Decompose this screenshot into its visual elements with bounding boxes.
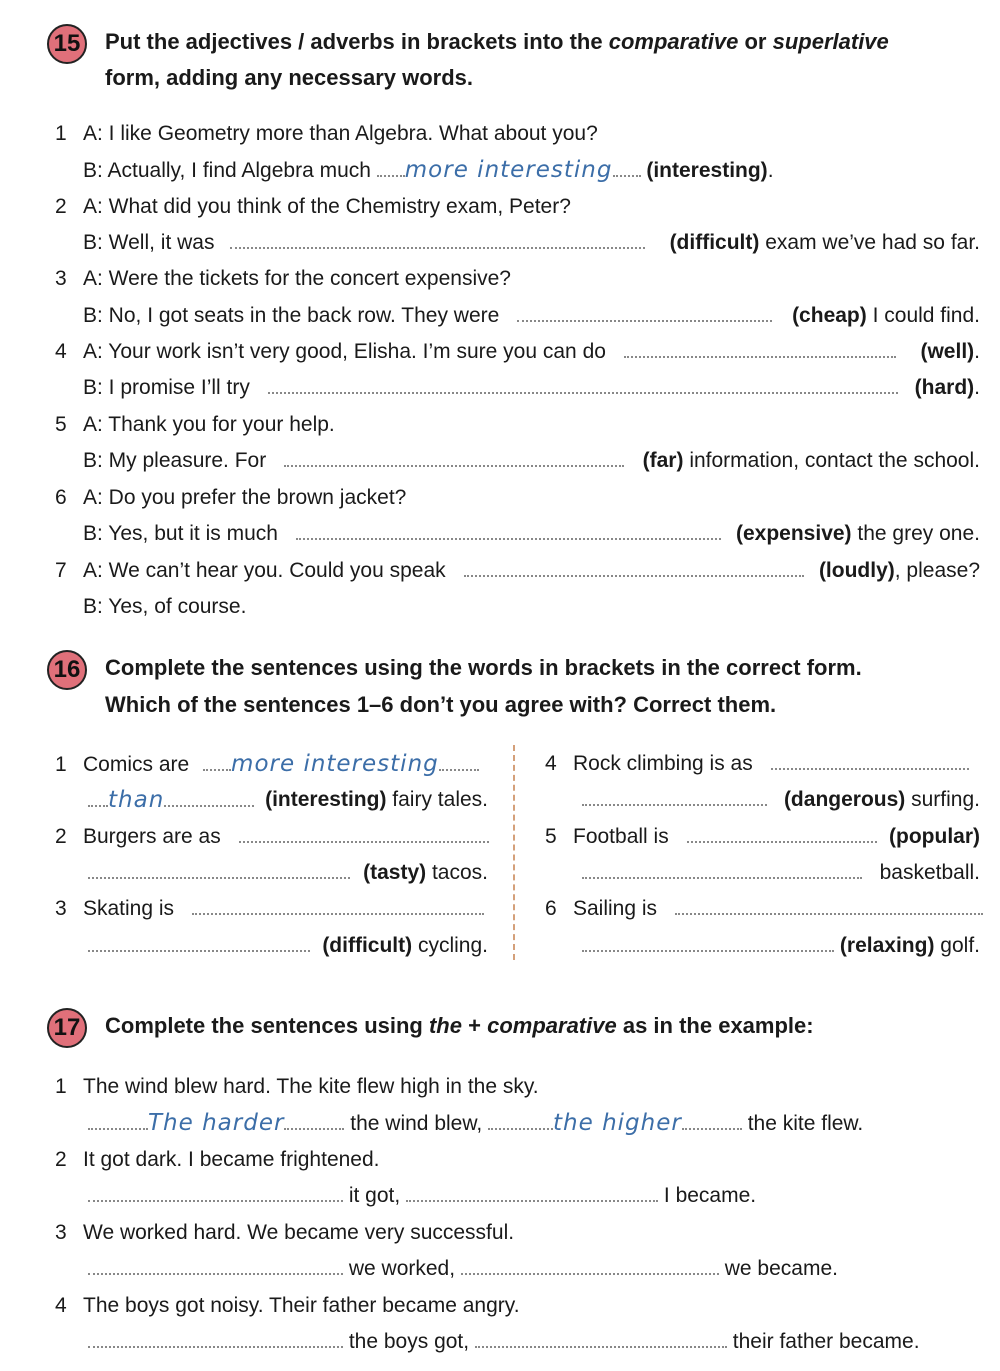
answer-blank[interactable] (88, 1110, 148, 1130)
exercise-15-title-line2: form, adding any necessary words. (105, 65, 474, 90)
bracket-word: (interesting) (646, 159, 768, 182)
ex16-item-3-line2-left (88, 932, 310, 960)
item-number: 2 (55, 1148, 67, 1171)
answer-blank[interactable] (517, 302, 772, 322)
ex16-item-5-line1-right (889, 823, 980, 851)
answer-blank[interactable] (88, 1328, 343, 1348)
line-text: the kite flew. (747, 1112, 864, 1135)
line-text: B: Yes, but it is much (83, 522, 278, 545)
line-text: Burgers are as (83, 825, 221, 848)
answer-blank[interactable] (230, 229, 645, 249)
answer-blank[interactable] (203, 751, 231, 771)
ex16-item-2-line2-left (88, 859, 350, 887)
exercise-16-badge: 16 (47, 650, 87, 690)
item-number: 7 (55, 559, 67, 582)
ex16-item-1-line2-right (265, 786, 488, 814)
item-number: 3 (55, 267, 67, 290)
answer-blank[interactable] (582, 786, 767, 806)
item-number: 6 (545, 897, 557, 920)
exercise-16-title: Complete the sentences using the words in brackets in the correct form. (105, 655, 862, 680)
answer-blank[interactable] (296, 520, 721, 540)
answer-blank[interactable] (439, 751, 479, 771)
ex15-item-7-a-right (819, 557, 980, 585)
answer-blank[interactable] (88, 1182, 343, 1202)
line-text: B: I promise I’ll try (83, 376, 250, 399)
line-text: . (767, 159, 774, 182)
line-text: , please? (894, 559, 980, 582)
bracket-word: (difficult) (322, 934, 413, 957)
line-text: we became. (724, 1257, 838, 1280)
bracket-word: (popular) (889, 825, 980, 848)
item-number: 1 (55, 1075, 67, 1098)
answer-blank[interactable] (88, 1255, 343, 1275)
item-number: 4 (545, 752, 557, 775)
ex16-item-6-line2-left (582, 932, 834, 960)
line-text: the boys got, (348, 1330, 470, 1353)
bracket-word: (dangerous) (783, 788, 906, 811)
line-text: tacos. (431, 861, 488, 884)
answer-blank[interactable] (88, 787, 108, 807)
answer-blank[interactable] (687, 823, 877, 843)
ex16-item-6-line1 (545, 895, 983, 923)
answer-blank[interactable] (406, 1182, 658, 1202)
ex15-item-3-b-right (792, 302, 980, 330)
item-number: 3 (55, 897, 67, 920)
handwritten-answer: than (108, 787, 165, 813)
answer-blank[interactable] (88, 859, 350, 879)
ex17-item-1-sentence (55, 1073, 539, 1101)
answer-blank[interactable] (461, 1255, 719, 1275)
bracket-word: (expensive) (736, 522, 852, 545)
ex16-item-3-line1 (55, 895, 484, 923)
answer-blank[interactable] (582, 859, 862, 879)
item-number: 4 (55, 1294, 67, 1317)
ex16-item-1-line1 (55, 750, 479, 779)
line-text: Rock climbing is as (573, 752, 753, 775)
handwritten-answer: more interesting (231, 751, 439, 777)
handwritten-answer: The harder (148, 1110, 285, 1136)
handwritten-answer: the higher (553, 1110, 682, 1136)
column-divider (513, 745, 515, 960)
answer-blank[interactable] (771, 750, 969, 770)
item-number: 1 (55, 753, 67, 776)
ex16-item-5-line1-left (545, 823, 877, 851)
line-text: A: Were the tickets for the concert expensive? (83, 267, 511, 290)
ex17-item-3-sentence (55, 1219, 514, 1247)
answer-blank[interactable] (377, 157, 405, 177)
answer-blank[interactable] (164, 787, 254, 807)
line-text: A: Do you prefer the brown jacket? (83, 486, 407, 509)
line-text: A: We can’t hear you. Could you speak (83, 559, 446, 582)
line-text: B: No, I got seats in the back row. They were (83, 304, 500, 327)
exercise-15-badge: 15 (47, 24, 87, 64)
line-text: B: Well, it was (83, 231, 215, 254)
line-text: It got dark. I became frightened. (83, 1148, 380, 1171)
bracket-word: (hard) (914, 376, 975, 399)
bracket-word: (relaxing) (839, 934, 935, 957)
item-number: 5 (545, 825, 557, 848)
ex16-item-5-line2-left (582, 859, 862, 887)
ex15-item-6-a (55, 484, 406, 512)
exercise-16-title-line2: Which of the sentences 1–6 don’t you agree with? Correct them. (105, 692, 777, 717)
line-text: cycling. (417, 934, 488, 957)
ex15-item-4-a-left (55, 338, 896, 366)
line-text: A: I like Geometry more than Algebra. What about you? (83, 122, 598, 145)
ex16-item-4-line1 (545, 750, 969, 778)
title-text: + (468, 1013, 481, 1038)
item-number: 5 (55, 413, 67, 436)
item-number: 3 (55, 1221, 67, 1244)
line-text: The wind blew hard. The kite flew high in the sky. (83, 1075, 539, 1098)
line-text: B: Yes, of course. (83, 595, 247, 618)
bracket-word: (interesting) (265, 788, 387, 811)
title-text: Put the adjectives / adverbs in brackets into the (105, 29, 603, 54)
answer-blank[interactable] (624, 338, 896, 358)
answer-blank[interactable] (464, 557, 804, 577)
ex15-item-2-a (55, 193, 571, 221)
ex16-item-1-line2-left (88, 786, 254, 815)
ex15-item-5-a (55, 411, 335, 439)
ex15-item-3-b-left (83, 302, 772, 330)
ex15-item-2-b-right (670, 229, 980, 257)
answer-blank[interactable] (239, 823, 489, 843)
ex17-item-3-answer (88, 1255, 838, 1283)
ex16-item-4-line2-left (582, 786, 767, 814)
title-italic: comparative (608, 29, 739, 54)
line-text: I could find. (872, 304, 980, 327)
ex16-item-2-line2-right (363, 859, 488, 887)
bracket-word: (far) (642, 449, 684, 472)
answer-blank[interactable] (488, 1110, 553, 1130)
line-text: B: Actually, I find Algebra much (83, 159, 371, 182)
ex15-item-7-a-left (55, 557, 804, 585)
line-text: . (974, 376, 980, 399)
line-text: fairy tales. (392, 788, 488, 811)
answer-blank[interactable] (582, 932, 834, 952)
line-text: I became. (663, 1184, 757, 1207)
line-text: golf. (940, 934, 980, 957)
ex15-item-7-b (83, 593, 246, 621)
ex15-item-1-b (83, 156, 774, 185)
exercise-17-title (105, 1008, 814, 1044)
ex16-item-6-line2-right (840, 932, 980, 960)
line-text: . (974, 340, 980, 363)
line-text: the wind blew, (350, 1112, 483, 1135)
ex15-item-6-b-right (736, 520, 980, 548)
ex17-item-4-sentence (55, 1292, 520, 1320)
ex15-item-3-a (55, 265, 511, 293)
answer-blank[interactable] (284, 447, 624, 467)
ex17-item-2-sentence (55, 1146, 380, 1174)
item-number: 1 (55, 122, 67, 145)
ex17-item-2-answer (88, 1182, 756, 1210)
answer-blank[interactable] (475, 1328, 727, 1348)
line-text: basketball. (879, 861, 980, 884)
bracket-word: (loudly) (818, 559, 895, 582)
line-text: Football is (573, 825, 669, 848)
ex15-item-2-b-left (83, 229, 645, 257)
title-text: as in the example: (622, 1013, 814, 1038)
answer-blank[interactable] (675, 895, 983, 915)
bracket-word: (difficult) (669, 231, 760, 254)
line-text: A: Your work isn’t very good, Elisha. I’m sure you can do (83, 340, 606, 363)
handwritten-answer: more interesting (404, 157, 613, 183)
ex15-item-4-a-right (920, 338, 980, 366)
ex15-item-6-b-left (83, 520, 721, 548)
item-number: 2 (55, 195, 67, 218)
line-text: Skating is (83, 897, 175, 920)
title-italic: comparative (487, 1013, 617, 1038)
ex16-item-4-line2-right (784, 786, 980, 814)
line-text: A: Thank you for your help. (83, 413, 335, 436)
ex15-item-5-b-right (643, 447, 980, 475)
line-text: The boys got noisy. Their father became angry. (83, 1294, 520, 1317)
line-text: their father became. (732, 1330, 920, 1353)
line-text: Comics are (83, 753, 190, 776)
bracket-word: (well) (920, 340, 975, 363)
line-text: we worked, (348, 1257, 456, 1280)
line-text: We worked hard. We became very successful. (83, 1221, 515, 1244)
line-text: it got, (348, 1184, 401, 1207)
exercise-15-title (105, 24, 889, 60)
ex15-item-4-b-left (83, 374, 898, 402)
line-text: exam we’ve had so far. (765, 231, 980, 254)
answer-blank[interactable] (284, 1110, 344, 1130)
ex15-item-5-b-left (83, 447, 624, 475)
answer-blank[interactable] (613, 157, 641, 177)
bracket-word: (tasty) (363, 861, 427, 884)
title-italic: superlative (772, 29, 889, 54)
answer-blank[interactable] (268, 374, 898, 394)
bracket-word: (cheap) (792, 304, 867, 327)
title-italic: the (428, 1013, 462, 1038)
title-text: Complete the sentences using (105, 1013, 423, 1038)
answer-blank[interactable] (682, 1110, 742, 1130)
item-number: 4 (55, 340, 67, 363)
ex16-item-2-line1 (55, 823, 489, 851)
answer-blank[interactable] (192, 895, 484, 915)
ex17-item-4-answer (88, 1328, 920, 1356)
exercise-17-badge: 17 (47, 1008, 87, 1048)
ex15-item-4-b-right (915, 374, 980, 402)
line-text: the grey one. (857, 522, 980, 545)
title-text: or (744, 29, 767, 54)
ex16-item-5-line2-right (880, 859, 980, 887)
line-text: Sailing is (573, 897, 658, 920)
line-text: information, contact the school. (689, 449, 980, 472)
item-number: 2 (55, 825, 67, 848)
line-text: surfing. (911, 788, 980, 811)
ex16-item-3-line2-right (322, 932, 488, 960)
answer-blank[interactable] (88, 932, 310, 952)
item-number: 6 (55, 486, 67, 509)
ex15-item-1-a (55, 120, 598, 148)
line-text: B: My pleasure. For (83, 449, 267, 472)
line-text: A: What did you think of the Chemistry exam, Peter? (83, 195, 571, 218)
ex17-item-1-answer (88, 1109, 863, 1138)
